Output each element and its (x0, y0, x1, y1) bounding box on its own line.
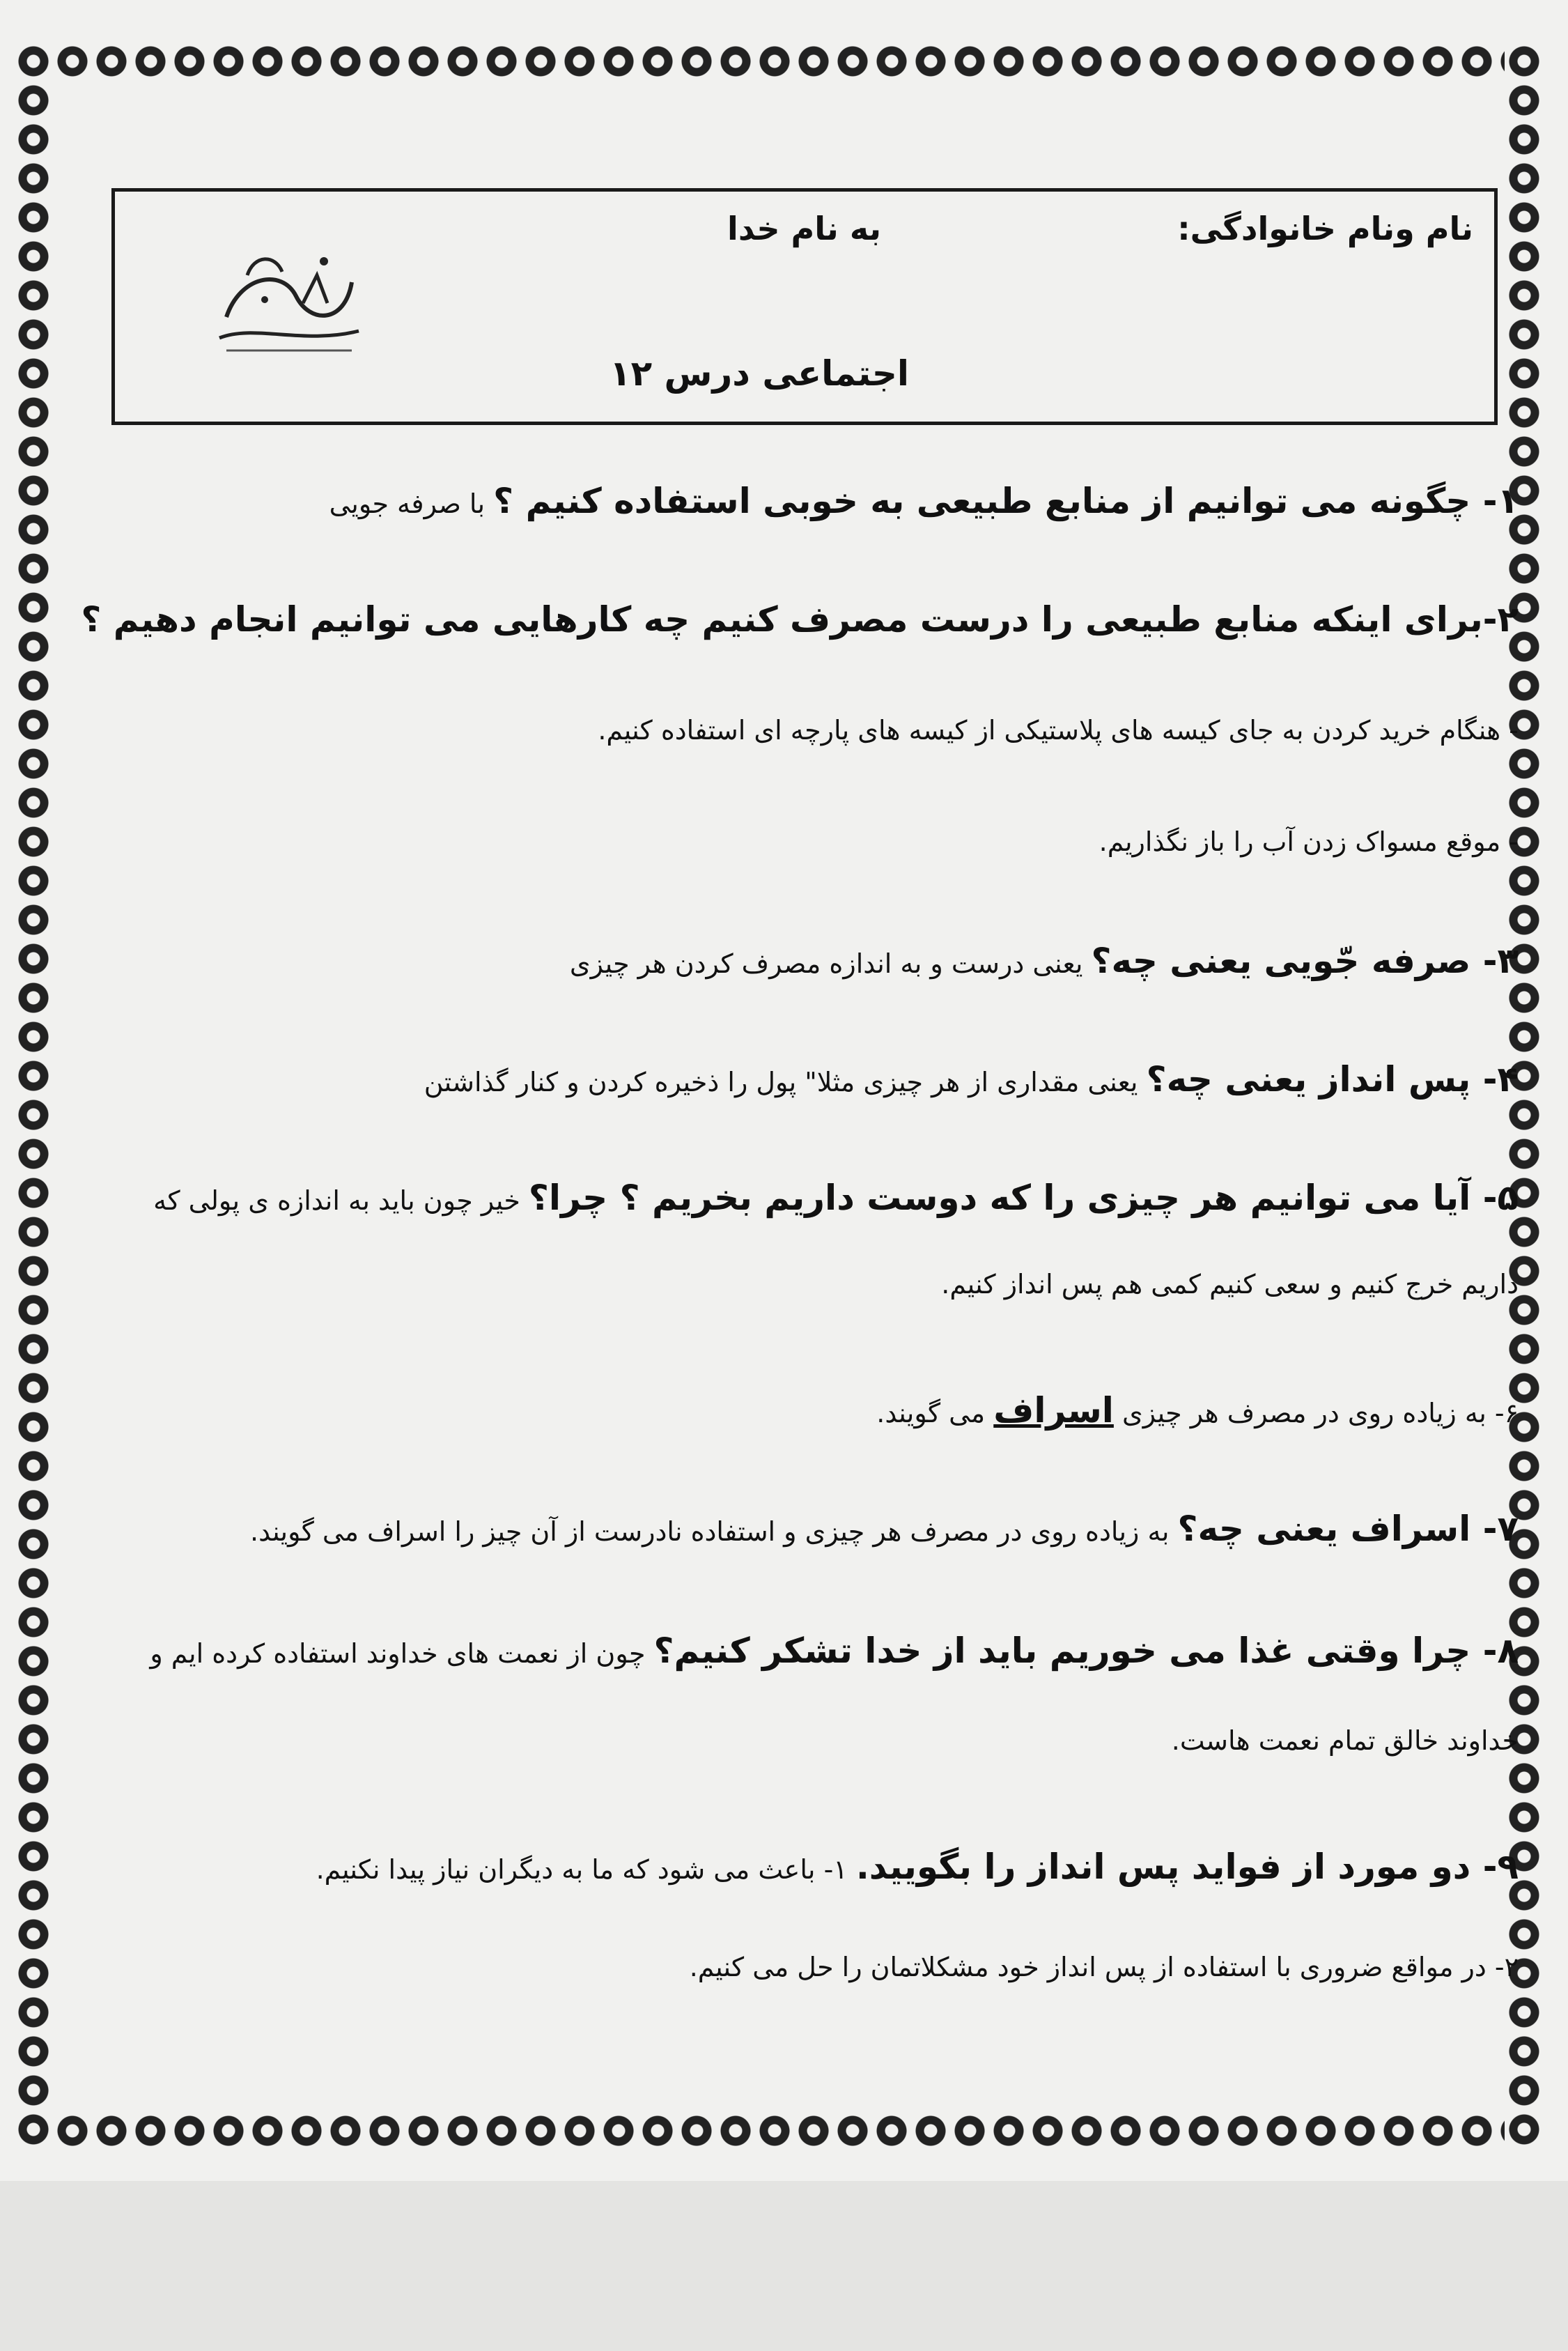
decorative-border-left (14, 42, 53, 2150)
list-item: ۸- چرا وقتی غذا می خوریم باید از خدا تشکر کنیم؟ چون از نعمت های خداوند استفاده کرده ایم و (150, 1631, 1519, 1671)
list-item: ۷- اسراف یعنی چه؟ به زیاده روی در مصرف هر چیزی و استفاده نادرست از آن چیز را اسراف می گویند. (250, 1509, 1519, 1549)
list-item: - هنگام خرید کردن به جای کیسه های پلاستیکی از کیسه های پارچه ای استفاده کنیم. (598, 715, 1519, 746)
list-item: ۹- دو مورد از فواید پس انداز را بگویید. ۱- باعث می شود که ما به دیگران نیاز پیدا نکنیم. (316, 1847, 1519, 1887)
list-item: داریم خرج کنیم و سعی کنیم کمی هم پس انداز کنیم. (941, 1269, 1519, 1300)
list-item: ۲- در مواقع ضروری با استفاده از پس انداز خود مشکلاتمان را حل می کنیم. (689, 1952, 1519, 1982)
list-item: - موقع مسواک زدن آب را باز نگذاریم. (1099, 826, 1519, 857)
list-item: ۱- چگونه می توانیم از منابع طبیعی به خوبی استفاده کنیم ؟ با صرفه جویی (329, 481, 1519, 521)
list-item: ۵- آیا می توانیم هر چیزی را که دوست داریم بخریم ؟ چرا؟ خیر چون باید به اندازه ی پولی که (153, 1178, 1519, 1218)
decorative-border-bottom (14, 2111, 1526, 2150)
name-label: نام ونام خانوادگی: (1177, 210, 1473, 247)
list-item: ۳- صرفه جّویی یعنی چه؟ یعنی درست و به اندازه مصرف کردن هر چیزی (569, 941, 1519, 981)
page-underlay (0, 2181, 1568, 2351)
list-item: ۲-برای اینکه منابع طبیعی را درست مصرف کنیم چه کارهایی می توانیم انجام دهیم ؟ (81, 599, 1519, 640)
bismillah: به نام خدا (727, 210, 881, 247)
list-item: ۶- به زیاده روی در مصرف هر چیزی اسراف می گویند. (876, 1390, 1519, 1431)
page-title: اجتماعی درس ۱۲ (610, 353, 909, 394)
list-item: ۴- پس انداز یعنی چه؟ یعنی مقداری از هر چیزی مثلا" پول را ذخیره کردن و کنار گذاشتن (424, 1059, 1519, 1100)
list-item: خداوند خالق تمام نعمت هاست. (1171, 1725, 1519, 1756)
decorative-border-top (14, 42, 1526, 81)
school-logo (199, 233, 373, 359)
header-box (111, 188, 1498, 425)
